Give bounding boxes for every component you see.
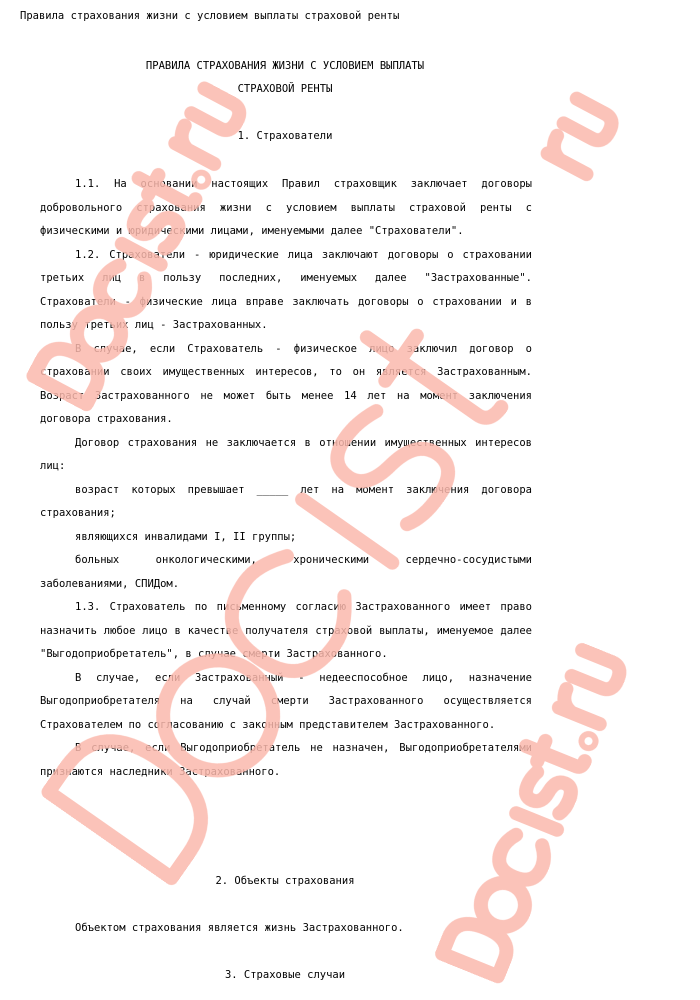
paragraph-2-object: Объектом страхования является жизнь Застрахованного. xyxy=(75,922,404,934)
document-title-line-2: СТРАХОВОЙ РЕНТЫ xyxy=(237,83,333,95)
paragraph-no-beneficiary: В случае, если Выгодоприобретатель не назначен, Выгодоприобретателями признаются наследники Застрахованного. xyxy=(40,742,532,778)
section-heading-3: 3. Страховые случаи xyxy=(224,969,346,981)
section-heading-1: 1. Страхователи xyxy=(237,130,333,142)
section-1-body xyxy=(40,173,532,784)
paragraph-1-1: 1.1. На основании настоящих Правил страховщик заключает договоры добровольного страхования жизни с условием выплаты страховой ренты с физическими и юридическими лицами, именуемыми далее "Страхователи". xyxy=(40,178,532,237)
paragraph-incapable-insured: В случае, если Застрахованный - недееспособное лицо, назначение Выгодоприобретателя на случай смерти Застрахованного осуществляется Страхователем по согласованию с законным представителем Застрахованного. xyxy=(40,671,532,731)
section-heading-2: 2. Объекты страхования xyxy=(215,875,355,887)
document-title xyxy=(40,55,530,101)
paragraph-exclusions-intro: Договор страхования не заключается в отношении имущественных интересов лиц: xyxy=(40,436,532,472)
paragraph-1-3: 1.3. Страхователь по письменному согласию Застрахованного имеет право назначить любое лицо в качестве получателя страховой выплаты, именуемое далее "Выгодоприобретатель", в случае смерти Застрахованного. xyxy=(40,601,532,660)
page-header-line: Правила страхования жизни с условием выплаты страховой ренты xyxy=(20,10,400,22)
list-item-ill: больных онкологическими, хроническими сердечно-сосудистыми заболеваниями, СПИДом. xyxy=(40,554,532,590)
paragraph-1-2: 1.2. Страхователи - юридические лица заключают договоры о страховании третьих лиц в пользу последних, именуемых далее "Застрахованные". Страхователи - физические лица вправе заключать договоры о страховании и в пользу третьих лиц - Застрахованных. xyxy=(40,248,532,331)
list-item-age-limit: возраст которых превышает _____ лет на момент заключения договора страхования; xyxy=(40,483,532,519)
paragraph-insured-self: В случае, если Страхователь - физическое лицо заключил договор о страховании своих имущественных интересов, то он является Застрахованным. Возраст Застрахованного не может быть менее 14 лет на момент заключения договора страхования. xyxy=(40,342,532,425)
document-title-line-1: ПРАВИЛА СТРАХОВАНИЯ ЖИЗНИ С УСЛОВИЕМ ВЫПЛАТЫ xyxy=(145,60,425,72)
list-item-disabled: являющихся инвалидами I, II группы; xyxy=(75,530,297,543)
